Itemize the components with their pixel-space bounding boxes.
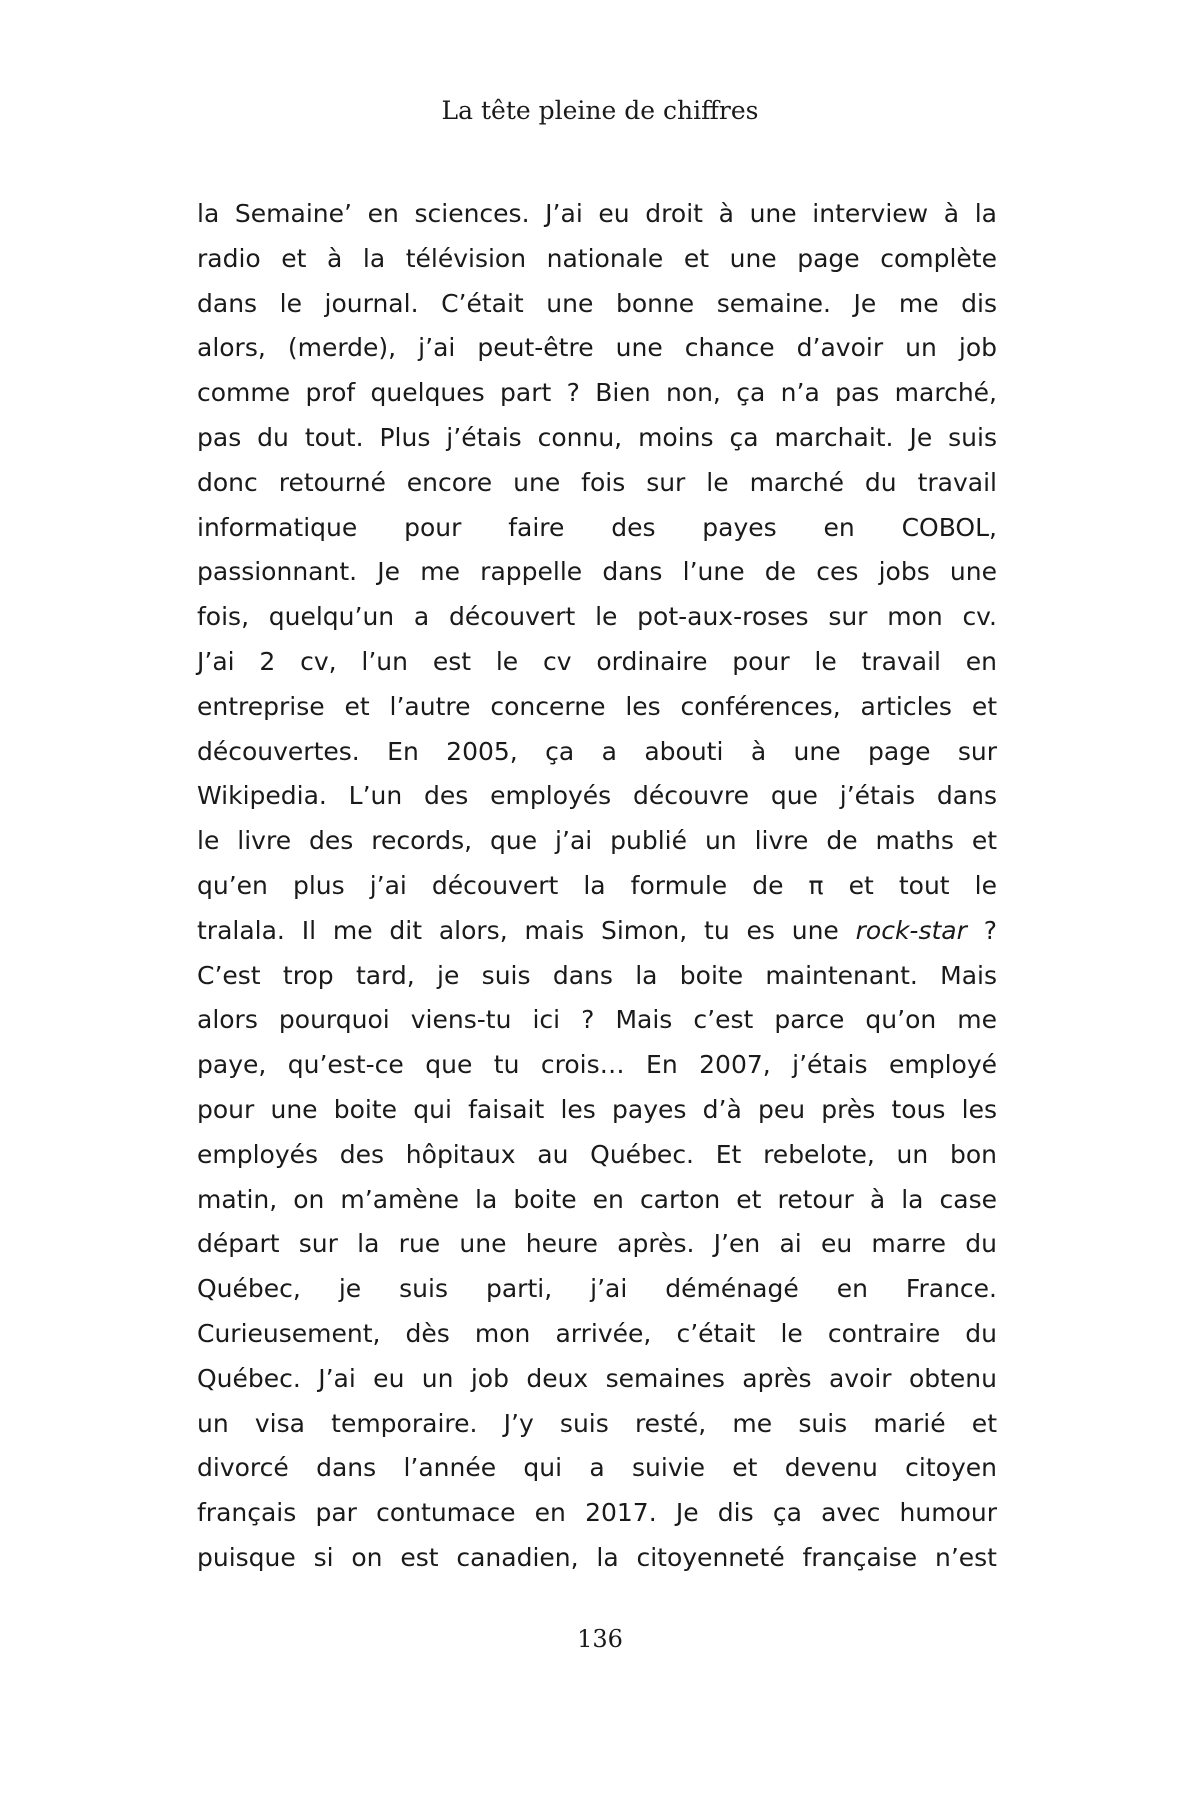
italic-term: rock-star	[855, 915, 967, 945]
text-line: alors, (merde), j’ai peut-être une chance d’avoir un job	[197, 333, 997, 363]
text-segment: tralala. Il me dit alors, mais Simon, tu es une	[197, 915, 839, 945]
text-segment: ?	[983, 915, 997, 945]
text-line: le livre des records, que j’ai publié un livre de maths et	[197, 826, 997, 856]
text-line: Québec, je suis parti, j’ai déménagé en France.	[197, 1274, 997, 1304]
text-line: découvertes. En 2005, ça a abouti à une page sur	[197, 736, 997, 766]
text-line: radio et à la télévision nationale et une page complète	[197, 243, 997, 273]
text-line: français par contumace en 2017. Je dis ça avec humour	[197, 1498, 997, 1528]
page-number: 136	[577, 1625, 623, 1653]
text-line: entreprise et l’autre concerne les conférences, articles et	[197, 691, 997, 721]
text-line: divorcé dans l’année qui a suivie et devenu citoyen	[197, 1453, 997, 1483]
text-line: matin, on m’amène la boite en carton et retour à la case	[197, 1184, 997, 1214]
text-line: un visa temporaire. J’y suis resté, me suis marié et	[197, 1408, 997, 1438]
body-paragraph	[197, 192, 997, 1581]
text-line: paye, qu’est-ce que tu crois… En 2007, j’étais employé	[197, 1050, 997, 1080]
text-line: la Semaine’ en sciences. J’ai eu droit à une interview à la	[197, 199, 997, 228]
text-line: alors pourquoi viens-tu ici ? Mais c’est parce qu’on me	[197, 1005, 997, 1035]
text-line: qu’en plus j’ai découvert la formule de π et tout le	[197, 870, 997, 900]
text-line-with-italic	[197, 909, 997, 954]
text-line: Wikipedia. L’un des employés découvre que j’étais dans	[197, 781, 997, 811]
text-line: pas du tout. Plus j’étais connu, moins ça marchait. Je suis	[197, 422, 997, 452]
text-line: C’est trop tard, je suis dans la boite maintenant. Mais	[197, 960, 997, 990]
text-line: passionnant. Je me rappelle dans l’une de ces jobs une	[197, 557, 997, 587]
text-line: Québec. J’ai eu un job deux semaines après avoir obtenu	[197, 1363, 997, 1393]
text-line: informatique pour faire des payes en COBOL,	[197, 512, 997, 542]
text-line: Curieusement, dès mon arrivée, c’était le contraire du	[197, 1318, 997, 1348]
text-line: fois, quelqu’un a découvert le pot-aux-roses sur mon cv.	[197, 602, 997, 632]
text-line: donc retourné encore une fois sur le marché du travail	[197, 467, 997, 497]
text-line: employés des hôpitaux au Québec. Et rebelote, un bon	[197, 1139, 997, 1169]
text-line: J’ai 2 cv, l’un est le cv ordinaire pour le travail en	[197, 646, 997, 676]
text-line: départ sur la rue une heure après. J’en ai eu marre du	[197, 1229, 997, 1259]
text-line: pour une boite qui faisait les payes d’à peu près tous les	[197, 1094, 997, 1124]
text-line: dans le journal. C’était une bonne semaine. Je me dis	[197, 288, 997, 318]
running-header: La tête pleine de chiffres	[441, 96, 759, 125]
text-line: puisque si on est canadien, la citoyenneté française n’est	[197, 1542, 997, 1572]
text-line: comme prof quelques part ? Bien non, ça n’a pas marché,	[197, 378, 997, 408]
